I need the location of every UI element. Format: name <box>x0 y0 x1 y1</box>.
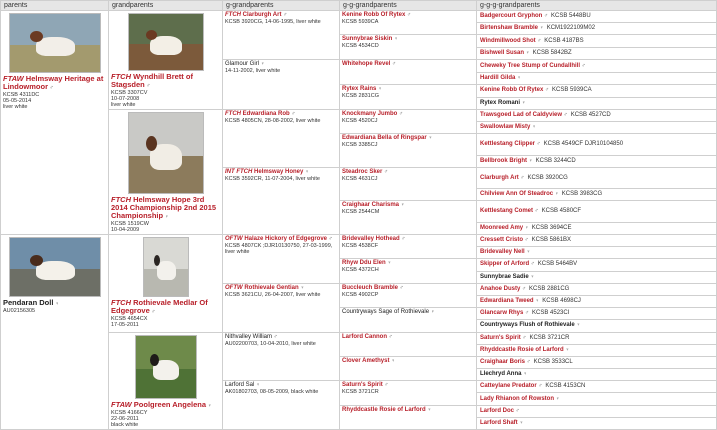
g-g-grandparent-cell-8 <box>340 235 477 259</box>
pedigree-row <box>1 235 717 247</box>
g-g-g-grandparent-cell-21 <box>477 295 717 307</box>
g-g-g-grandparent-cell-16 <box>477 235 717 247</box>
g-g-g-grandparent-29-name-link[interactable]: Lady Rhianon of Rowston <box>480 395 554 402</box>
g-g-grandparent-3-reg: KCSB 2831CG <box>342 93 379 100</box>
g-g-g-grandparent-cell-19 <box>477 271 717 283</box>
g-g-g-grandparent-cell-0 <box>477 11 717 23</box>
g-g-grandparent-13-sex-icon: ♀ <box>389 357 396 364</box>
g-g-grandparent-2-sex-icon: ♂ <box>390 61 396 68</box>
g-g-grandparent-7-reg: KCSB 2544CM <box>342 209 380 216</box>
g-g-g-grandparent-13-reg: KCSB 3983CG <box>561 191 603 198</box>
grandparent-2-name-line <box>111 299 220 316</box>
g-g-grandparent-4-reg: KCSB 4520CJ <box>342 118 378 124</box>
g-g-grandparent-cell-14 <box>340 381 477 405</box>
g-g-grandparent-13-name-line <box>342 358 474 365</box>
g-g-grandparent-9-name-line <box>342 260 474 267</box>
g-g-g-grandparent-7-sex-icon: ♀ <box>520 99 526 106</box>
g-g-grandparent-10-reg: KCSB 4902CP <box>342 291 379 298</box>
g-g-g-grandparent-20-name-link[interactable]: Anahoe Dusty <box>480 285 521 292</box>
g-g-g-grandparent-17-name-link[interactable]: Bridevalley Nell <box>480 249 525 256</box>
g-g-g-grandparent-12-reg: KCSB 3920CG <box>527 174 568 181</box>
g-g-grandparent-6-name-line <box>342 169 474 176</box>
g-g-g-grandparent-30-sex-icon: ♂ <box>514 407 520 414</box>
g-grandparent-5-name-line <box>225 285 337 292</box>
g-g-g-grandparent-20-sex-icon: ♂ <box>520 285 526 292</box>
grandparent-0-name-line <box>111 73 220 90</box>
g-g-g-grandparent-16-reg: KCSB 5861BX <box>531 237 572 244</box>
g-grandparent-0-name-line <box>225 12 337 19</box>
g-g-g-grandparent-17-sex-icon: ♀ <box>524 249 531 256</box>
g-g-g-grandparent-5-sex-icon: ♀ <box>515 75 521 82</box>
g-g-grandparent-1-name-link[interactable]: Sunnybrae Siskin <box>342 36 393 43</box>
g-grandparent-cell-7 <box>223 381 340 430</box>
grandparent-1-date: 10-04-2009 <box>111 227 140 233</box>
g-g-grandparent-6-reg: KCSB 4631CJ <box>342 175 378 182</box>
g-g-grandparent-6-name-link[interactable]: Steadroc Sker <box>342 168 383 175</box>
g-grandparent-5-detail: KCSB 3621CU, 26-04-2007, liver white <box>225 291 321 298</box>
g-grandparent-6-detail: AU02200703, 10-04-2010, liver white <box>225 340 316 347</box>
header-parents: parents <box>1 1 109 11</box>
g-g-grandparent-5-sex-icon: ♀ <box>426 135 433 142</box>
g-g-g-grandparent-27-name: Llechryd Anna <box>480 371 522 378</box>
g-grandparent-2-title: FTCH <box>225 111 243 117</box>
header-g-g-g-grandparents: g-g-g-grandparents <box>477 1 717 11</box>
g-g-grandparent-6-sex-icon: ♂ <box>382 168 389 175</box>
g-g-g-grandparent-24-reg: KCSB 3721CR <box>529 334 570 341</box>
parent-1-reg: AU02156305 <box>3 308 36 314</box>
g-grandparent-cell-5 <box>223 283 340 332</box>
g-g-g-grandparent-5-name-link[interactable]: Hardill Gilda <box>480 75 516 82</box>
g-g-g-grandparent-21-reg: KCSB 4698CJ <box>542 298 581 305</box>
g-g-g-grandparent-9-sex-icon: ♀ <box>530 124 537 131</box>
grandparent-1-name-link[interactable]: Helmsway Hope 3rd 2014 Championship 2nd 2015 Championship <box>111 195 217 220</box>
g-grandparent-2-name-link[interactable]: Edwardiana Rob <box>242 111 290 117</box>
g-g-grandparent-1-sex-icon: ♀ <box>392 36 399 43</box>
g-g-grandparent-15-sex-icon: ♀ <box>425 406 432 413</box>
grandparent-0-reg: KCSB 3307CV <box>111 90 148 96</box>
g-g-g-grandparent-29-sex-icon: ♀ <box>554 395 560 402</box>
g-g-g-grandparent-2-sex-icon: ♂ <box>535 37 542 44</box>
g-g-grandparent-15-name-link[interactable]: Rhyddcastle Rosie of Larford <box>342 406 426 413</box>
g-g-g-grandparent-25-name-link[interactable]: Rhyddcastle Rosie of Larford <box>480 346 564 353</box>
g-g-grandparent-cell-1 <box>340 35 477 60</box>
g-grandparent-4-title: OFTW <box>225 236 245 242</box>
g-g-g-grandparent-28-sex-icon: ♂ <box>536 383 543 390</box>
grandparent-0-color: liver white <box>111 102 136 108</box>
g-g-g-grandparent-3-name-link[interactable]: Bishwell Susan <box>480 50 525 57</box>
parent-0-name-link[interactable]: Helmsway Heritage at Lindowmoor <box>3 74 104 91</box>
g-grandparent-0-detail: KCSB 3920CG, 14-06-1995, liver white <box>225 19 321 25</box>
g-g-grandparent-8-reg: KCSB 4538CF <box>342 243 379 249</box>
g-g-g-grandparent-22-name-link[interactable]: Glancarw Rhys <box>480 310 524 317</box>
parent-cell-0 <box>1 11 109 235</box>
g-g-grandparent-3-name-link[interactable]: Rytex Rains <box>342 86 377 93</box>
grandparent-0-title: FTCH <box>111 72 134 81</box>
g-g-g-grandparent-cell-2 <box>477 35 717 48</box>
g-g-g-grandparent-cell-28 <box>477 381 717 393</box>
pedigree-row <box>1 332 717 344</box>
g-g-grandparent-2-name-link[interactable]: Whitehope Revel <box>342 61 391 68</box>
grandparent-1-reg: KCSB 1519CW <box>111 221 149 227</box>
g-g-grandparent-cell-13 <box>340 356 477 380</box>
g-g-grandparent-11-sex-icon: ♀ <box>429 309 435 316</box>
g-g-grandparent-9-name-link[interactable]: Rhyw Ddu Elen <box>342 260 386 267</box>
g-g-g-grandparent-14-sex-icon: ♂ <box>533 208 539 215</box>
g-g-g-grandparent-cell-22 <box>477 308 717 320</box>
g-g-g-grandparent-14-reg: KCSB 4580CF <box>541 208 582 215</box>
g-g-g-grandparent-16-sex-icon: ♂ <box>523 237 529 244</box>
g-grandparent-1-name-line <box>225 61 337 68</box>
g-g-grandparent-11-name-line <box>342 309 474 316</box>
g-g-grandparent-0-name-link[interactable]: Kenine Robb Of Rytex <box>342 12 406 18</box>
parent-cell-1 <box>1 235 109 430</box>
parent-0-reg: KCSB 4311DC <box>3 92 40 98</box>
g-g-g-grandparent-26-name-link[interactable]: Craighaar Boris <box>480 358 526 365</box>
g-g-g-grandparent-11-reg: KCSB 3244CD <box>535 157 576 164</box>
g-g-g-grandparent-cell-4 <box>477 60 717 73</box>
g-g-g-grandparent-18-reg: KCSB 5464BV <box>537 261 578 268</box>
g-g-g-grandparent-31-name-link[interactable]: Larford Shaft <box>480 419 518 426</box>
g-g-g-grandparent-6-reg: KCSB 5939CA <box>552 87 592 94</box>
grandparent-3-reg: KCSB 4166CY <box>111 409 148 416</box>
g-g-grandparent-cell-12 <box>340 332 477 356</box>
g-g-g-grandparent-cell-8 <box>477 110 717 122</box>
g-grandparent-5-title: OFTW <box>225 284 245 291</box>
g-g-g-grandparent-23-sex-icon: ♀ <box>574 322 581 329</box>
g-g-g-grandparent-12-sex-icon: ♂ <box>518 174 525 181</box>
g-g-grandparent-4-sex-icon: ♂ <box>397 111 404 117</box>
g-g-grandparent-cell-7 <box>340 201 477 235</box>
g-g-g-grandparent-26-reg: KCSB 3533CL <box>533 358 573 365</box>
g-g-g-grandparent-cell-17 <box>477 247 717 259</box>
g-g-g-grandparent-9-name-link[interactable]: Swallowlaw Misty <box>480 124 531 131</box>
g-g-g-grandparent-13-sex-icon: ♀ <box>553 191 559 198</box>
g-grandparent-7-detail: AK01802703, 08-05-2009, black white <box>225 389 319 396</box>
grandparent-3-color: black white <box>111 421 139 428</box>
grandparent-0-name-link[interactable]: Wyndhill Brett of Stagsden <box>111 72 193 89</box>
g-g-grandparent-8-name-link[interactable]: Bridevalley Hothead <box>342 236 400 242</box>
header-g-grandparents: g-grandparents <box>223 1 340 11</box>
g-g-grandparent-10-name-line <box>342 285 474 292</box>
g-g-g-grandparent-2-name-link[interactable]: Windmillwood Shot <box>480 37 536 44</box>
g-g-grandparent-0-name-line <box>342 12 474 19</box>
parent-photo-0 <box>9 13 101 73</box>
g-g-grandparent-8-sex-icon: ♂ <box>399 236 406 242</box>
g-g-g-grandparent-cell-1 <box>477 23 717 35</box>
g-g-g-grandparent-28-reg: KCSB 4153CN <box>545 383 586 390</box>
g-g-g-grandparent-28-name-link[interactable]: Catteylane Predator <box>480 383 537 390</box>
g-g-g-grandparent-30-name-link[interactable]: Larford Doc <box>480 407 515 414</box>
g-grandparent-cell-6 <box>223 332 340 381</box>
parent-0-color: liver white <box>3 104 28 110</box>
g-g-g-grandparent-7-name: Rytex Romani <box>480 99 521 106</box>
parent-photo-1 <box>9 237 101 297</box>
grandparent-3-name-line <box>111 401 220 410</box>
g-g-g-grandparent-6-sex-icon: ♂ <box>543 87 549 94</box>
g-grandparent-1-detail: 14-11-2002, liver white <box>225 68 281 75</box>
grandparent-photo-2 <box>143 237 189 297</box>
g-g-g-grandparent-cell-14 <box>477 201 717 222</box>
grandparent-3-date: 22-06-2011 <box>111 415 139 422</box>
g-g-g-grandparent-20-reg: KCSB 2881CG <box>529 285 570 292</box>
g-g-grandparent-cell-15 <box>340 405 477 429</box>
g-grandparent-7-name-line <box>225 382 337 389</box>
grandparent-3-name-link[interactable]: Poolgreen Angelena <box>133 399 207 409</box>
g-g-grandparent-7-sex-icon: ♀ <box>399 202 405 209</box>
g-g-g-grandparent-25-sex-icon: ♀ <box>563 346 570 353</box>
g-g-g-grandparent-1-sex-icon: ♀ <box>538 25 544 32</box>
g-g-grandparent-12-name-line <box>342 334 474 341</box>
g-g-grandparent-9-reg: KCSB 4372CH <box>342 267 379 274</box>
g-g-g-grandparent-0-sex-icon: ♂ <box>542 13 548 20</box>
g-grandparent-0-title: FTCH <box>225 12 243 18</box>
g-grandparent-cell-2 <box>223 110 340 168</box>
g-grandparent-0-name-link[interactable]: Clarburgh Art <box>242 12 282 18</box>
g-g-g-grandparent-cell-24 <box>477 332 717 344</box>
g-g-grandparent-cell-6 <box>340 167 477 201</box>
g-g-g-grandparent-cell-23 <box>477 320 717 332</box>
g-g-g-grandparent-1-name-link[interactable]: Birtenshaw Bramble <box>480 25 539 32</box>
g-g-g-grandparent-cell-10 <box>477 134 717 155</box>
g-grandparent-0-sex-icon: ♂ <box>281 12 288 18</box>
g-g-g-grandparent-26-sex-icon: ♂ <box>525 358 531 365</box>
g-grandparent-6-name: Nithvalley William <box>225 333 273 340</box>
g-g-g-grandparent-16-name-link[interactable]: Cressett Cristo <box>480 237 524 244</box>
g-g-g-grandparent-22-reg: KCSB 4523CI <box>532 310 570 317</box>
g-g-grandparent-0-sex-icon: ♂ <box>405 12 411 18</box>
g-g-g-grandparent-cell-27 <box>477 369 717 381</box>
g-g-g-grandparent-24-sex-icon: ♂ <box>520 334 527 341</box>
g-g-g-grandparent-11-name-link[interactable]: Bellbrook Bright <box>480 157 528 164</box>
g-g-g-grandparent-10-name-link[interactable]: Kettlestang Clipper <box>480 141 536 148</box>
g-g-g-grandparent-8-name-link[interactable]: Trawsgoed Lad of Caldyview <box>480 112 563 119</box>
g-g-g-grandparent-15-sex-icon: ♀ <box>523 224 529 231</box>
g-grandparent-2-sex-icon: ♂ <box>289 111 296 117</box>
header-grandparents: grandparents <box>109 1 223 11</box>
g-g-grandparent-cell-3 <box>340 85 477 110</box>
g-g-g-grandparent-cell-29 <box>477 393 717 405</box>
g-grandparent-4-sex-icon: ♂ <box>327 236 333 242</box>
g-g-g-grandparent-cell-3 <box>477 48 717 60</box>
g-g-grandparent-1-reg: KCSB 4534CD <box>342 43 379 50</box>
g-g-grandparent-cell-9 <box>340 259 477 283</box>
g-g-grandparent-11-name: Countryways Sage of Rothievale <box>342 309 430 316</box>
g-grandparent-4-name-link[interactable]: Halaze Hickory of Edgegrove <box>244 236 328 242</box>
g-grandparent-3-title: INT FTCH <box>225 168 254 175</box>
g-g-grandparent-13-name-link[interactable]: Clover Amethyst <box>342 357 390 364</box>
g-grandparent-6-name-line <box>225 334 337 341</box>
grandparent-2-name-link[interactable]: Rothievale Medlar Of Edgegrove <box>111 298 208 315</box>
g-g-g-grandparent-3-reg: KCSB 5842BZ <box>532 50 572 57</box>
parent-1-sex-icon: ♀ <box>53 301 60 307</box>
g-g-g-grandparent-3-sex-icon: ♀ <box>524 50 530 57</box>
g-grandparent-3-sex-icon: ♀ <box>303 168 310 175</box>
g-g-g-grandparent-14-name-link[interactable]: Kettlestang Comet <box>480 208 534 215</box>
grandparent-cell-0 <box>109 11 223 110</box>
g-g-grandparent-5-name-line <box>342 135 474 142</box>
g-grandparent-2-name-line <box>225 111 337 118</box>
grandparent-2-reg: KCSB 4654CX <box>111 316 148 322</box>
g-g-g-grandparent-0-reg: KCSB 5448BU <box>551 13 591 20</box>
g-g-grandparent-2-name-line <box>342 61 474 68</box>
grandparent-0-date: 10-07-2008 <box>111 96 140 102</box>
g-g-g-grandparent-10-reg: KCSB 4549CF DJR10104850 <box>543 141 624 148</box>
g-g-g-grandparent-cell-18 <box>477 259 717 271</box>
g-g-grandparent-10-name-link[interactable]: Buccleuch Bramble <box>342 284 399 291</box>
grandparent-photo-0 <box>128 13 204 71</box>
g-g-grandparent-7-name-link[interactable]: Craighaar Charisma <box>342 202 400 209</box>
g-g-g-grandparent-cell-20 <box>477 283 717 295</box>
g-grandparent-1-name: Glamour Girl <box>225 61 260 68</box>
g-g-g-grandparent-10-sex-icon: ♂ <box>535 141 541 148</box>
parent-0-sex-icon: ♂ <box>48 85 54 91</box>
g-grandparent-cell-3 <box>223 167 340 234</box>
grandparent-2-sex-icon: ♂ <box>149 309 156 315</box>
g-g-g-grandparent-18-name-link[interactable]: Skipper of Arford <box>480 261 530 268</box>
g-g-g-grandparent-31-sex-icon: ♀ <box>517 419 524 426</box>
g-g-grandparent-4-name-line <box>342 111 474 118</box>
g-g-g-grandparent-0-name-link[interactable]: Badgercourt Gryphon <box>480 13 543 20</box>
parent-0-title: FTAW <box>3 74 26 83</box>
g-grandparent-7-name: Larford Sal <box>225 382 255 389</box>
header-row <box>1 1 717 11</box>
g-g-grandparent-10-sex-icon: ♂ <box>398 284 404 291</box>
header-g-g-grandparents: g-g-grandparents <box>340 1 477 11</box>
g-grandparent-3-detail: KCSB 3592CR, 11-07-2004, liver white <box>225 175 320 182</box>
g-g-g-grandparent-4-name-link[interactable]: Cheweky Tree Stump of Cundallhill <box>480 62 581 69</box>
g-g-grandparent-cell-4 <box>340 110 477 134</box>
g-g-g-grandparent-cell-11 <box>477 155 717 167</box>
g-grandparent-cell-0 <box>223 11 340 60</box>
g-g-g-grandparent-15-name-link[interactable]: Moonreed Amy <box>480 224 524 231</box>
g-g-g-grandparent-6-name-link[interactable]: Kenine Robb Of Rytex <box>480 87 544 94</box>
g-grandparent-cell-4 <box>223 235 340 284</box>
g-g-g-grandparent-cell-9 <box>477 122 717 134</box>
g-g-grandparent-14-name-link[interactable]: Saturn's Spirit <box>342 382 383 389</box>
g-grandparent-6-sex-icon: ♂ <box>272 333 278 340</box>
g-g-g-grandparent-1-reg: KCM1922109M02 <box>546 25 596 32</box>
g-grandparent-3-name-line <box>225 169 337 176</box>
grandparent-1-title: FTCH <box>111 195 134 204</box>
g-g-g-grandparent-cell-15 <box>477 222 717 234</box>
g-g-g-grandparent-cell-13 <box>477 189 717 201</box>
grandparent-1-name-line <box>111 196 220 221</box>
g-g-g-grandparent-13-name-link[interactable]: Chilview Ann Of Steadroc <box>480 191 554 198</box>
g-grandparent-7-sex-icon: ♀ <box>254 382 261 389</box>
grandparent-3-title: FTAW <box>111 399 134 409</box>
g-g-g-grandparent-4-sex-icon: ♂ <box>580 62 586 69</box>
g-g-grandparent-15-name-line <box>342 407 474 414</box>
parent-1-name: Pendaran Doll <box>3 298 54 307</box>
g-g-g-grandparent-8-reg: KCSB 4527CD <box>570 112 611 119</box>
g-g-grandparent-5-reg: KCSB 3385CJ <box>342 142 378 149</box>
g-g-g-grandparent-19-name: Sunnybrae Sadie <box>480 273 529 280</box>
g-g-g-grandparent-cell-25 <box>477 344 717 356</box>
g-g-g-grandparent-cell-7 <box>477 97 717 109</box>
g-g-grandparent-cell-11 <box>340 308 477 332</box>
g-g-g-grandparent-18-sex-icon: ♂ <box>529 261 535 268</box>
g-g-grandparent-9-sex-icon: ♀ <box>385 260 392 267</box>
g-g-grandparent-7-name-line <box>342 202 474 209</box>
pedigree-row <box>1 11 717 23</box>
g-g-g-grandparent-11-sex-icon: ♀ <box>527 157 533 164</box>
grandparent-cell-2 <box>109 235 223 333</box>
grandparent-cell-1 <box>109 110 223 235</box>
g-grandparent-5-name-link[interactable]: Rothievale Gentian <box>244 284 299 291</box>
parent-0-date: 05-05-2014 <box>3 98 32 104</box>
g-g-g-grandparent-24-name-link[interactable]: Saturn's Spirit <box>480 334 521 341</box>
g-g-grandparent-12-name-link[interactable]: Larford Cannon <box>342 333 387 340</box>
g-g-g-grandparent-21-name-link[interactable]: Edwardiana Tweed <box>480 298 534 305</box>
grandparent-3-sex-icon: ♀ <box>206 402 212 409</box>
g-g-g-grandparent-19-sex-icon: ♀ <box>528 273 535 280</box>
g-g-grandparent-14-name-line <box>342 382 474 389</box>
g-g-grandparent-3-name-line <box>342 86 474 93</box>
g-grandparent-cell-1 <box>223 60 340 110</box>
grandparent-2-title: FTCH <box>111 298 134 307</box>
g-g-g-grandparent-12-name-link[interactable]: Clarburgh Art <box>480 174 519 181</box>
parent-1-name-line <box>3 299 106 308</box>
g-g-g-grandparent-27-sex-icon: ♀ <box>521 371 528 378</box>
g-g-g-grandparent-23-name: Countryways Flush of Rothievale <box>480 322 575 329</box>
g-g-grandparent-1-name-line <box>342 36 474 43</box>
g-grandparent-2-detail: KCSB 4805CN, 28-08-2002, liver white <box>225 118 321 124</box>
pedigree-row <box>1 110 717 122</box>
grandparent-photo-1 <box>128 112 204 194</box>
g-g-g-grandparent-cell-26 <box>477 356 717 368</box>
g-g-g-grandparent-cell-6 <box>477 85 717 98</box>
g-g-g-grandparent-cell-12 <box>477 167 717 188</box>
g-g-g-grandparent-2-reg: KCSB 4187BS <box>544 37 584 44</box>
g-g-grandparent-cell-0 <box>340 11 477 35</box>
grandparent-photo-3 <box>135 335 197 399</box>
g-grandparent-4-detail: KCSB 4807CK ;DJR10130750, 27-03-1999, liver white <box>225 243 333 255</box>
g-g-g-grandparent-8-sex-icon: ♂ <box>562 112 568 119</box>
g-g-g-grandparent-cell-5 <box>477 72 717 84</box>
g-grandparent-5-sex-icon: ♀ <box>298 284 305 291</box>
parent-0-name-line <box>3 75 106 92</box>
g-g-g-grandparent-cell-31 <box>477 417 717 429</box>
g-g-grandparent-cell-10 <box>340 283 477 307</box>
grandparent-2-date: 17-05-2011 <box>111 322 139 328</box>
g-g-grandparent-3-sex-icon: ♀ <box>376 86 383 93</box>
g-g-grandparent-8-name-line <box>342 236 474 243</box>
g-g-grandparent-4-name-link[interactable]: Knockmany Jumbo <box>342 111 398 117</box>
g-g-grandparent-14-reg: KCSB 3721CR <box>342 389 379 396</box>
g-g-grandparent-5-name-link[interactable]: Edwardiana Bella of Ringspar <box>342 135 427 142</box>
g-g-grandparent-cell-2 <box>340 60 477 85</box>
g-g-grandparent-14-sex-icon: ♂ <box>382 382 389 389</box>
g-g-g-grandparent-21-sex-icon: ♀ <box>533 298 540 305</box>
g-g-grandparent-12-sex-icon: ♂ <box>387 333 393 340</box>
g-g-grandparent-cell-5 <box>340 134 477 168</box>
grandparent-1-sex-icon: ♀ <box>163 214 169 220</box>
g-grandparent-3-name-link[interactable]: Helmsway Honey <box>254 168 304 175</box>
grandparent-cell-3 <box>109 332 223 430</box>
g-g-g-grandparent-cell-30 <box>477 405 717 417</box>
g-g-g-grandparent-15-reg: KCSB 3694CE <box>531 224 572 231</box>
g-grandparent-1-sex-icon: ♀ <box>259 61 265 68</box>
grandparent-0-sex-icon: ♂ <box>144 83 151 89</box>
g-g-grandparent-0-reg: KCSB 5939CA <box>342 19 379 25</box>
g-g-g-grandparent-22-sex-icon: ♂ <box>523 310 530 317</box>
g-grandparent-4-name-line <box>225 236 337 243</box>
